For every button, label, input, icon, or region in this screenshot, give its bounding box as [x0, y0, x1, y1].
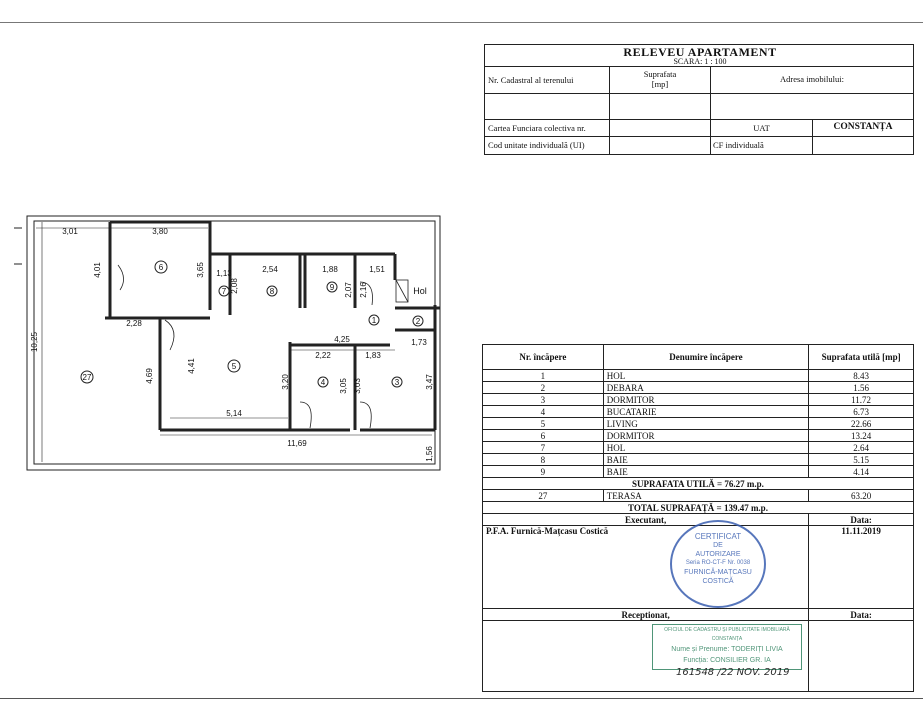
room-name: BUCATARIE [603, 406, 808, 418]
dim-label: 2,22 [315, 351, 331, 360]
ocpi-stamp-line: OFICIUL DE CADASTRU ȘI PUBLICITATE IMOBILIARĂ CONSTANȚA [664, 627, 790, 642]
dim-label: 1,56 [425, 446, 434, 462]
col-header-area: Suprafata utilă [mp] [809, 345, 914, 370]
document-title: RELEVEU APARTAMENT [623, 45, 777, 59]
ocpi-stamp-line: Nume și Prenume: TODERIȚI LIVIA [671, 646, 783, 653]
cf-individual-label: CF individuală [713, 140, 764, 150]
dim-label: 3,05 [339, 378, 348, 394]
room-row [483, 430, 914, 442]
room-rows [483, 370, 914, 478]
room-nr: 3 [483, 394, 604, 406]
cod-ui-label: Cod unitate individuală (UI) [488, 140, 585, 150]
room-name: DORMITOR [603, 394, 808, 406]
room-name: HOL [603, 370, 808, 382]
terrace-nr: 27 [483, 490, 604, 502]
terrace-area: 63.20 [809, 490, 914, 502]
useful-total: SUPRAFATA UTILĂ = 76.27 m.p. [483, 478, 914, 490]
room-row [483, 454, 914, 466]
room-label: 9 [329, 283, 335, 292]
dim-label: 2,16 [359, 282, 368, 298]
dim-label: 1,13 [216, 269, 232, 278]
cadastral-label: Nr. Cadastral al terenului [488, 75, 574, 85]
dim-label: 3,65 [196, 262, 205, 278]
stamp-line: FURNICĂ-MAȚCASU [684, 569, 752, 576]
room-row [483, 406, 914, 418]
col-header-nr: Nr. încăpere [483, 345, 604, 370]
terrace-name: TERASA [603, 490, 808, 502]
room-row [483, 394, 914, 406]
room-area: 2.64 [809, 442, 914, 454]
dim-label: 3,20 [281, 374, 290, 390]
room-label: 6 [158, 263, 164, 272]
room-nr: 4 [483, 406, 604, 418]
dim-label: 5,14 [226, 409, 242, 418]
dim-label: 3,47 [425, 374, 434, 390]
room-area: 11.72 [809, 394, 914, 406]
dim-label: 3,80 [152, 227, 168, 236]
room-area: 22.66 [809, 418, 914, 430]
room-label: 3 [394, 378, 400, 387]
room-nr: 5 [483, 418, 604, 430]
room-nr: 9 [483, 466, 604, 478]
ocpi-stamp [652, 624, 802, 670]
room-name: DEBARA [603, 382, 808, 394]
room-label: 27 [82, 373, 92, 382]
bottom-edge-line [0, 698, 923, 699]
ocpi-signature: 161548 /22 NOV. 2019 [676, 667, 790, 678]
door-swing [360, 402, 371, 428]
room-row [483, 466, 914, 478]
carte-funciara-label: Cartea Funciara colectiva nr. [488, 123, 586, 133]
executant-date: 11.11.2019 [809, 526, 914, 609]
uat-label: UAT [753, 123, 770, 133]
dim-label: 3,03 [353, 378, 362, 394]
room-nr: 6 [483, 430, 604, 442]
dim-label: 4,69 [145, 368, 154, 384]
floor-plan [0, 190, 470, 490]
top-edge-line [0, 22, 923, 23]
stamp-line: COSTICĂ [702, 578, 734, 585]
date-label: Data: [809, 514, 914, 526]
room-area: 4.14 [809, 466, 914, 478]
executant-label: Executant, [483, 514, 809, 526]
dim-label: 2,08 [230, 278, 239, 294]
room-area: 8.43 [809, 370, 914, 382]
dim-label: 2,54 [262, 265, 278, 274]
room-nr: 7 [483, 442, 604, 454]
header-row-line-1 [485, 66, 913, 67]
receptionat-label: Receptionat, [483, 609, 809, 621]
dim-label: 4,41 [187, 358, 196, 374]
scale-label: SCARA: 1 : 100 [673, 57, 727, 66]
col-header-name: Denumire încăpere [603, 345, 808, 370]
stamp-line: DE [713, 542, 723, 549]
grand-total: TOTAL SUPRAFAȚĂ = 139.47 m.p. [483, 502, 914, 514]
address-label: Adresa imobilului: [780, 74, 844, 84]
room-label: 8 [269, 287, 275, 296]
terrace-inner-outline [34, 221, 435, 464]
door-swing [118, 265, 124, 290]
room-row [483, 382, 914, 394]
stamp-line: Seria RO-CT-F Nr. 0038 [685, 560, 751, 566]
room-area: 5.15 [809, 454, 914, 466]
room-label: 4 [320, 378, 326, 387]
dim-label: 1,83 [365, 351, 381, 360]
header-col-line-1 [609, 66, 610, 155]
dim-label: 1,88 [322, 265, 338, 274]
room-label: 1 [371, 316, 377, 325]
terrace-row [483, 490, 914, 502]
dim-label: 2,28 [126, 319, 142, 328]
receptionat-date-area [809, 621, 914, 692]
dim-label: 4,25 [334, 335, 350, 344]
stamp-line: CERTIFICAT [694, 532, 742, 541]
dim-label: 11,69 [287, 439, 307, 448]
stair-symbol-line [396, 280, 408, 302]
door-swing [165, 320, 174, 350]
uat-value: CONSTANȚA [833, 122, 893, 132]
room-area: 6.73 [809, 406, 914, 418]
room-row [483, 370, 914, 382]
area-label: Suprafata [mp] [643, 69, 677, 89]
kitchen-walls [290, 342, 435, 430]
header-row-line-2 [485, 93, 913, 94]
hol-label: Hol [413, 286, 427, 296]
dim-label: 4,01 [93, 262, 102, 278]
room-label: 5 [231, 362, 237, 371]
door-swing [300, 402, 311, 428]
room-nr: 8 [483, 454, 604, 466]
room-nr: 1 [483, 370, 604, 382]
room-name: BAIE [603, 454, 808, 466]
room-nr: 2 [483, 382, 604, 394]
dim-label: 1,73 [411, 338, 427, 347]
dim-label: 10,25 [30, 331, 39, 353]
room-area: 1.56 [809, 382, 914, 394]
room-label: 2 [415, 317, 421, 326]
dim-label: 1,51 [369, 265, 385, 274]
room-name: BAIE [603, 466, 808, 478]
room-name: LIVING [603, 418, 808, 430]
executant-name: P.F.A. Furnică-Mațcasu Costică [483, 526, 809, 609]
stamp-line: AUTORIZARE [695, 551, 741, 558]
room-area: 13.24 [809, 430, 914, 442]
header-row-line-4 [485, 136, 913, 137]
dim-label: 3,01 [62, 227, 78, 236]
room-name: HOL [603, 442, 808, 454]
dim-label: 2,07 [344, 282, 353, 298]
ocpi-stamp-line: Funcția: CONSILIER GR. IA [683, 657, 771, 664]
room-label: 7 [221, 287, 227, 296]
room-row [483, 442, 914, 454]
room-row [483, 418, 914, 430]
date-label-2: Data: [809, 609, 914, 621]
header-table [484, 44, 914, 155]
room-name: DORMITOR [603, 430, 808, 442]
authorization-stamp [670, 520, 766, 608]
header-row-line-3 [485, 119, 913, 120]
